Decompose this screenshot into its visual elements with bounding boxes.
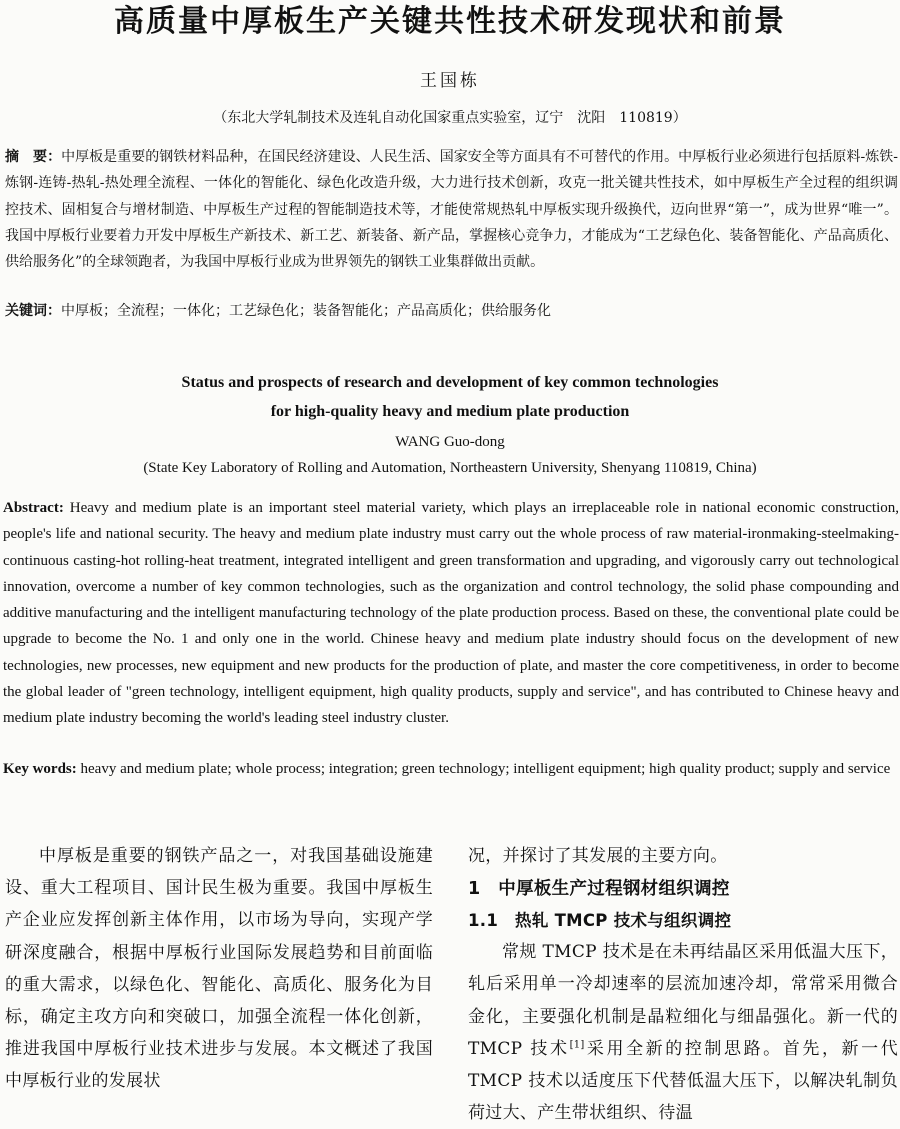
paper-title-en-line2: for high-quality heavy and medium plate production (270, 403, 630, 420)
author-name-cn: 王国栋 (420, 71, 480, 91)
body-right-column (468, 840, 898, 1129)
paper-title-cn: 高质量中厚板生产关键共性技术研发现状和前景 (114, 4, 786, 39)
abstract-en-label: Abstract: (3, 500, 64, 516)
keywords-cn-label: 关键词： (5, 303, 61, 319)
paper-title-en (40, 368, 860, 426)
body-right-text-b: 采用全新的控制思路。首先，新一代 TMCP 技术以适度压下代替低温大压下，以解决轧制负荷过大、产生带状组织、待温 (468, 1038, 898, 1124)
keywords-en-text: heavy and medium plate; whole process; integration; green technology; intelligent equipment; high quality product; supply and service (76, 761, 891, 777)
reference-marker[interactable]: [1] (569, 1039, 585, 1051)
abstract-cn (5, 144, 898, 275)
abstract-en-text: Heavy and medium plate is an important steel material variety, which plays an irreplaceable role in national economic construction, people's life and national security. The heavy and medium plate industry must carry out the whole process of raw material-ironmaking-steelmaking-continuous casting-hot rolling-heat treatment, integrated intelligent and green transformation and upgrading, and vigorously carry out technological innovation, overcome a number of key common technologies, such as the organization and control technology, the solid phase compounding and additive manufacturing and the intelligent manufacturing technology of the plate production process. Based on these, the conventional plate could be upgrade to become the No. 1 and only one in the world. Chinese heavy and medium plate industry should focus on the development of new technologies, new processes, new equipment and new products for the production of plate, and master the core competitiveness, in order to become the global leader of "green technology, intelligent equipment, high quality products, supply and service", and has contributed to Chinese heavy and medium plate industry becoming the world's leading steel industry cluster. (3, 500, 899, 727)
section-heading-1-1: 1.1 热轧 TMCP 技术与组织调控 (468, 911, 732, 931)
body-right-text-a: 常规 TMCP 技术是在未再结晶区采用低温大压下，轧后采用单一冷却速率的层流加速冷却，常常采用微合金化，主要强化机制是晶粒细化与细晶强化。新一代的 TMCP 技术 (468, 942, 898, 1059)
body-right-first-line: 况，并探讨了其发展的主要方向。 (468, 846, 728, 866)
paper-title-en-line1: Status and prospects of research and development of key common technologies (181, 374, 719, 391)
keywords-cn-text: 中厚板；全流程；一体化；工艺绿色化；装备智能化；产品高质化；供给服务化 (61, 303, 551, 319)
affiliation-cn: （东北大学轧制技术及连轧自动化国家重点实验室，辽宁 沈阳 110819） (213, 110, 687, 126)
affiliation-en: (State Key Laboratory of Rolling and Automation, Northeastern University, Shenyang 110819, China) (143, 460, 757, 476)
abstract-cn-label: 摘 要： (5, 149, 62, 165)
abstract-cn-text: 中厚板是重要的钢铁材料品种，在国民经济建设、人民生活、国家安全等方面具有不可替代的作用。中厚板行业必须进行包括原料-炼铁-炼钢-连铸-热轧-热处理全流程、一体化的智能化、绿色化改造升级，大力进行技术创新，攻克一批关键共性技术，如中厚板生产全过程的组织调控技术、固相复合与增材制造、中厚板生产过程的智能制造技术等，才能使常规热轧中厚板实现升级换代，迈向世界“第一”，成为世界“唯一”。我国中厚板行业要着力开发中厚板生产新技术、新工艺、新装备、新产品，掌握核心竞争力，才能成为“工艺绿色化、装备智能化、产品高质化、供给服务化”的全球领跑者，为我国中厚板行业成为世界领先的钢铁工业集群做出贡献。 (5, 149, 899, 271)
abstract-en (3, 495, 899, 732)
body-right-paragraph (468, 936, 898, 1129)
keywords-cn (5, 299, 898, 323)
author-name-en: WANG Guo-dong (395, 434, 505, 450)
section-heading-1: 1 中厚板生产过程钢材组织调控 (468, 879, 730, 900)
keywords-en (3, 756, 899, 782)
body-left-column: 中厚板是重要的钢铁产品之一，对我国基础设施建设、重大工程项目、国计民生极为重要。我国中厚板生产企业应发挥创新主体作用，以市场为导向，实现产学研深度融合，根据中厚板行业国际发展趋势和目前面临的重大需求，以绿色化、智能化、高质化、服务化为目标，确定主攻方向和突破口，加强全流程一体化创新，推进我国中厚板行业技术进步与发展。本文概述了我国中厚板行业的发展状 (5, 846, 433, 1092)
keywords-en-label: Key words: (3, 761, 77, 777)
